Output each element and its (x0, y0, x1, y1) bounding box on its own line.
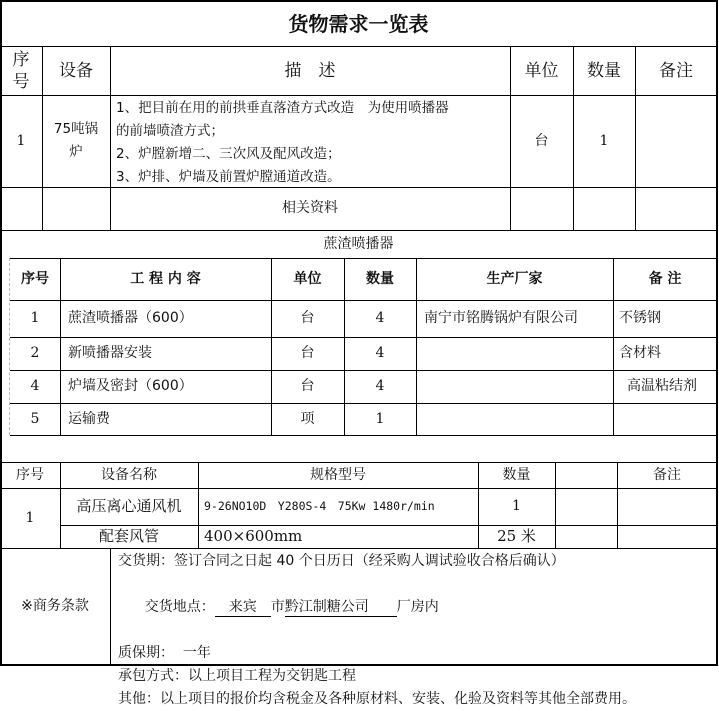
main-row-no: 1 (16, 132, 26, 149)
description-line: 2、炉膛新增二、三次风及配风改造； (116, 146, 341, 162)
document-title: 货物需求一览表 (288, 11, 429, 36)
bagasse-row-qty: 4 (375, 345, 385, 362)
equipment-row-qty: 1 (512, 498, 521, 515)
divider (344, 258, 345, 435)
delivery-place-prefix: 交货地点： (144, 599, 215, 615)
commercial-terms-label: ※商务条款 (21, 598, 89, 615)
bagasse-row-qty: 4 (375, 378, 385, 395)
contract-mode-line: 承包方式：以上项目工程为交钥匙工程 (118, 668, 356, 684)
bagasse-row-unit: 项 (300, 410, 315, 427)
main-header-equipment: 设备 (59, 60, 93, 81)
equipment-row-qty: 25 米 (497, 526, 536, 545)
equipment-row-remark (617, 525, 717, 548)
bagasse-row-maker: 南宁市铭腾锅炉有限公司 (424, 310, 578, 327)
divider (271, 258, 272, 435)
divider (42, 47, 43, 230)
delivery-city-suffix: 市 (270, 599, 285, 615)
divider (416, 258, 417, 435)
delivery-place-suffix: 厂房内 (396, 599, 439, 615)
bagasse-row-remark: 含材料 (619, 345, 661, 362)
equipment-row-name: 高压离心通风机 (76, 496, 182, 515)
main-row-description (110, 95, 510, 187)
equipment-header-qty: 数量 (502, 466, 531, 483)
bagasse-row-maker (416, 337, 613, 370)
description-line: 的前墙喷渣方式； (116, 123, 224, 139)
delivery-period-line: 交货期：签订合同之日起 40 个日历日（经采购人调试验收合格后确认） (118, 553, 565, 569)
bagasse-row-maker (416, 403, 613, 435)
equipment-header-remark: 备注 (653, 466, 681, 483)
divider (10, 337, 717, 338)
main-header-remark: 备注 (659, 60, 693, 81)
bagasse-section-caption: 蔗渣喷播器 (323, 235, 394, 252)
main-row-remark (635, 95, 717, 187)
equipment-row-extra (555, 488, 617, 525)
bagasse-row-qty: 1 (375, 410, 385, 427)
divider (198, 462, 199, 548)
description-line: 1、把目前在用的前拱垂直落渣方式改造 为使用喷播器 (116, 100, 449, 116)
equipment-header-no: 序号 (16, 466, 44, 483)
bagasse-header-remark: 备 注 (648, 270, 682, 287)
main-row-unit: 台 (534, 132, 549, 149)
equipment-header-extra (555, 462, 617, 488)
main-header-qty: 数量 (587, 60, 621, 81)
divider (0, 187, 717, 188)
equipment-row-name: 配套风管 (98, 526, 159, 545)
divider (10, 258, 717, 259)
description-line: 3、炉排、炉墙及前置炉膛通道改造。 (116, 169, 341, 185)
bagasse-row-content: 新喷播器安装 (68, 345, 152, 362)
bagasse-header-unit: 单位 (293, 270, 322, 287)
bagasse-row-no: 4 (30, 378, 40, 395)
divider (510, 47, 511, 230)
main-header-unit: 单位 (524, 60, 559, 81)
divider (0, 488, 717, 489)
equipment-row-remark (617, 488, 717, 525)
equipment-row-no: 1 (25, 509, 35, 526)
bagasse-row-content: 炉墙及密封（600） (68, 378, 193, 395)
bagasse-row-no: 2 (30, 345, 40, 362)
bagasse-row-maker (416, 370, 613, 403)
divider (10, 403, 717, 404)
divider (613, 258, 614, 435)
delivery-company: 黔江制糖公司 (284, 599, 397, 615)
divider (0, 95, 717, 96)
divider (478, 462, 479, 548)
equipment-row-extra (555, 525, 617, 548)
delivery-place-line (118, 573, 717, 642)
divider (10, 300, 717, 301)
other-terms-line: 其他：以上项目的报价均含税金及各种原材料、安装、化验及资料等其他全部费用。 (118, 691, 636, 707)
delivery-city: 来宾 (214, 599, 271, 615)
bagasse-row-unit: 台 (300, 345, 315, 362)
bagasse-row-remark: 不锈钢 (619, 310, 661, 327)
related-materials-label: 相关资料 (282, 200, 338, 217)
divider (617, 462, 618, 548)
equipment-row-spec: 9-26NO10D Y280S-4 75Kw 1480r/min (204, 499, 435, 514)
divider (60, 258, 61, 435)
main-header-description: 描 述 (284, 60, 336, 81)
bagasse-row-no: 1 (30, 310, 40, 327)
bagasse-row-unit: 台 (300, 310, 315, 327)
bagasse-row-no: 5 (30, 410, 40, 427)
bagasse-header-maker: 生产厂家 (486, 270, 543, 287)
bagasse-row-unit: 台 (300, 378, 315, 395)
divider (110, 47, 111, 230)
divider (573, 47, 574, 230)
commercial-terms-body (110, 548, 717, 707)
equipment-row-spec: 400×600mm (204, 526, 303, 545)
divider (10, 435, 717, 436)
main-header-no: 序号 (12, 50, 30, 92)
bagasse-header-no: 序号 (21, 270, 49, 287)
main-row-equipment: 75吨锅炉 (53, 121, 99, 160)
warranty-line: 质保期： 一年 (118, 645, 211, 661)
bagasse-row-content: 运输费 (68, 410, 110, 427)
bagasse-row-content: 蔗渣喷播器（600） (68, 310, 193, 327)
bagasse-row-remark: 高温粘结剂 (627, 378, 697, 395)
divider (60, 525, 717, 526)
divider (635, 47, 636, 230)
bagasse-row-qty: 4 (375, 310, 385, 327)
divider (10, 370, 717, 371)
divider (9, 258, 10, 435)
divider (555, 462, 556, 548)
equipment-header-name: 设备名称 (101, 466, 157, 483)
divider (60, 462, 61, 548)
equipment-header-spec: 规格型号 (310, 466, 366, 483)
main-row-qty: 1 (599, 132, 609, 149)
bagasse-header-qty: 数量 (366, 270, 394, 287)
bagasse-header-content: 工 程 内 容 (130, 270, 201, 287)
bagasse-row-remark (613, 403, 717, 435)
